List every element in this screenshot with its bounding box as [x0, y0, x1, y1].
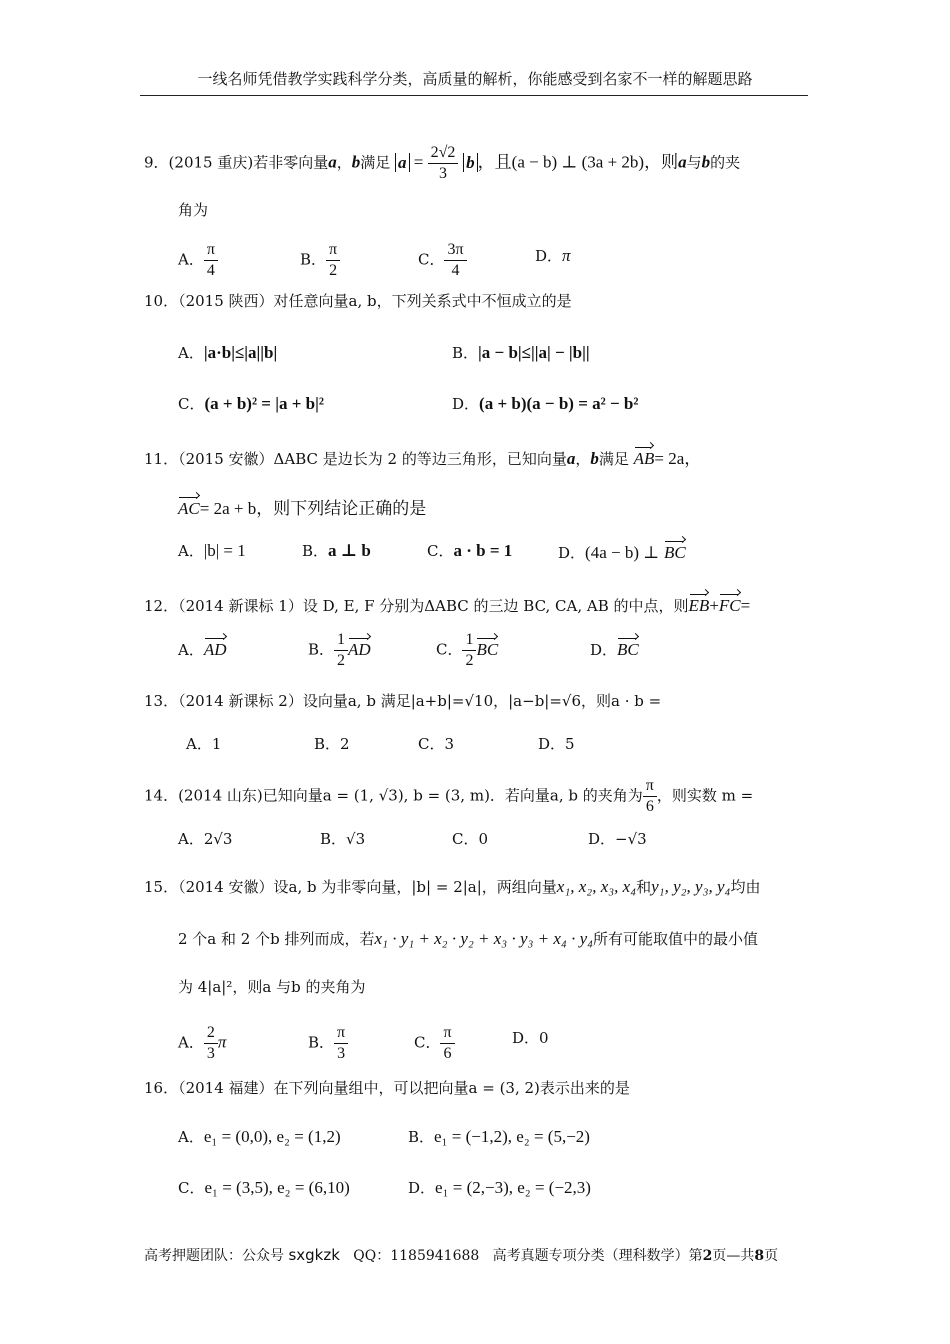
question-13-option-c: C．3 — [418, 735, 455, 753]
page-footer: 高考押题团队：公众号 sxgkzk QQ：1185941688 高考真题专项分类（理科数学）第2页—共8页 — [144, 1246, 779, 1264]
question-12-stem: 12．（2014 新课标 1）设 D, E, F 分别为ΔABC 的三边 BC, CA, AB 的中点，则EB+FC= — [144, 589, 750, 617]
question-11-option-b: B．a ⊥ b — [302, 541, 371, 560]
question-13-option-d: D．5 — [538, 735, 575, 753]
page-header: 一线名师凭借教学实践科学分类，高质量的解析，你能感受到名家不一样的解题思路 — [197, 70, 753, 88]
question-15-option-c: C． $\frac{\pi}{6}$ — [414, 1023, 455, 1064]
question-14-option-a: A．2√3 — [178, 830, 233, 848]
question-9-fraction: $\frac{2√2}{3}$ — [428, 143, 459, 184]
question-13-option-b: B．2 — [314, 735, 350, 753]
question-15-option-b: B． $\frac{\pi}{3}$ — [308, 1023, 348, 1064]
question-11-stem-1: 11．（2015 安徽）ΔABC 是边长为 2 的等边三角形，已知向量a，b满足 AB= 2a， — [144, 442, 701, 470]
question-10-option-d: D．(a + b)(a − b) = a² − b² — [452, 394, 639, 413]
question-9-option-c: C． $\frac{3\pi}{4}$ — [418, 240, 467, 281]
question-9-option-b: B． $\frac{\pi}{2}$ — [300, 240, 340, 281]
question-11-option-a: A．|b| = 1 — [178, 541, 246, 560]
question-15-option-d: D．0 — [512, 1029, 549, 1047]
question-10-option-b: B．|a − b|≤||a| − |b|| — [452, 343, 590, 362]
question-12-option-a: A．AD — [178, 633, 227, 661]
question-15-line-3: 为 4|a|²，则a 与b 的夹角为 — [178, 978, 366, 996]
question-16-option-c: C．e₁ = (3,5), e₂ = (6,10) — [178, 1178, 350, 1197]
question-15-option-a: A． $\frac{2}{3}$ π — [178, 1024, 227, 1062]
question-13-stem: 13．（2014 新课标 2）设向量a, b 满足|a+b|=√10，|a−b|=√6，则a · b = — [144, 692, 662, 710]
question-14-option-b: B．√3 — [320, 830, 366, 848]
question-15-line-1: 15．（2014 安徽）设a, b 为非零向量，|b| = 2|a|，两组向量x₁, x₂, x₃, x₄和y₁, y₂, y₃, y₄均由 — [144, 877, 761, 896]
question-10-option-c: C．(a + b)² = |a + b|² — [178, 394, 324, 413]
question-11-option-d: D．(4a − b) ⊥ BC — [558, 536, 686, 564]
question-12-option-c: C． $\frac{1}{2}$ BC — [436, 631, 499, 669]
question-14-option-d: D．−√3 — [588, 830, 647, 848]
question-16-option-b: B．e₁ = (−1,2), e₂ = (5,−2) — [408, 1127, 590, 1146]
question-9-stem: 9．(2015 重庆)若非零向量a，b满足 a = $\frac{2√2}{3}$ b ，且(a − b) ⊥ (3a + 2b)，则a与b的夹 — [144, 144, 741, 182]
question-14-option-c: C．0 — [452, 830, 489, 848]
question-16-option-a: A．e₁ = (0,0), e₂ = (1,2) — [178, 1127, 341, 1146]
question-14-stem: 14．(2014 山东)已知向量a = (1, √3), b = (3, m)．若向量a, b 的夹角为 $\frac{\pi}{6}$ ，则实数 m = — [144, 777, 754, 815]
question-12-option-b: B． $\frac{1}{2}$ AD — [308, 631, 371, 669]
question-9-option-a: A． $\frac{\pi}{4}$ — [178, 240, 218, 281]
question-11-stem-2: AC= 2a + b，则下列结论正确的是 — [178, 492, 426, 520]
question-9-option-d: D．π — [535, 246, 571, 265]
question-9-cont: 角为 — [178, 201, 209, 219]
question-15-line-2: 2 个a 和 2 个b 排列而成，若x₁ · y₁ + x₂ · y₂ + x₃ · y₃ + x₄ · y₄所有可能取值中的最小值 — [178, 929, 759, 948]
question-16-option-d: D．e₁ = (2,−3), e₂ = (−2,3) — [408, 1178, 591, 1197]
question-11-option-c: C．a · b = 1 — [427, 541, 513, 560]
question-12-option-d: D．BC — [590, 633, 639, 661]
question-16-stem: 16．（2014 福建）在下列向量组中，可以把向量a = (3, 2)表示出来的是 — [144, 1079, 630, 1097]
header-divider — [140, 95, 808, 96]
question-10-stem: 10．（2015 陕西）对任意向量a, b，下列关系式中不恒成立的是 — [144, 292, 572, 310]
question-13-option-a: A．1 — [186, 735, 222, 753]
question-10-option-a: A．|a·b|≤|a||b| — [178, 343, 278, 362]
